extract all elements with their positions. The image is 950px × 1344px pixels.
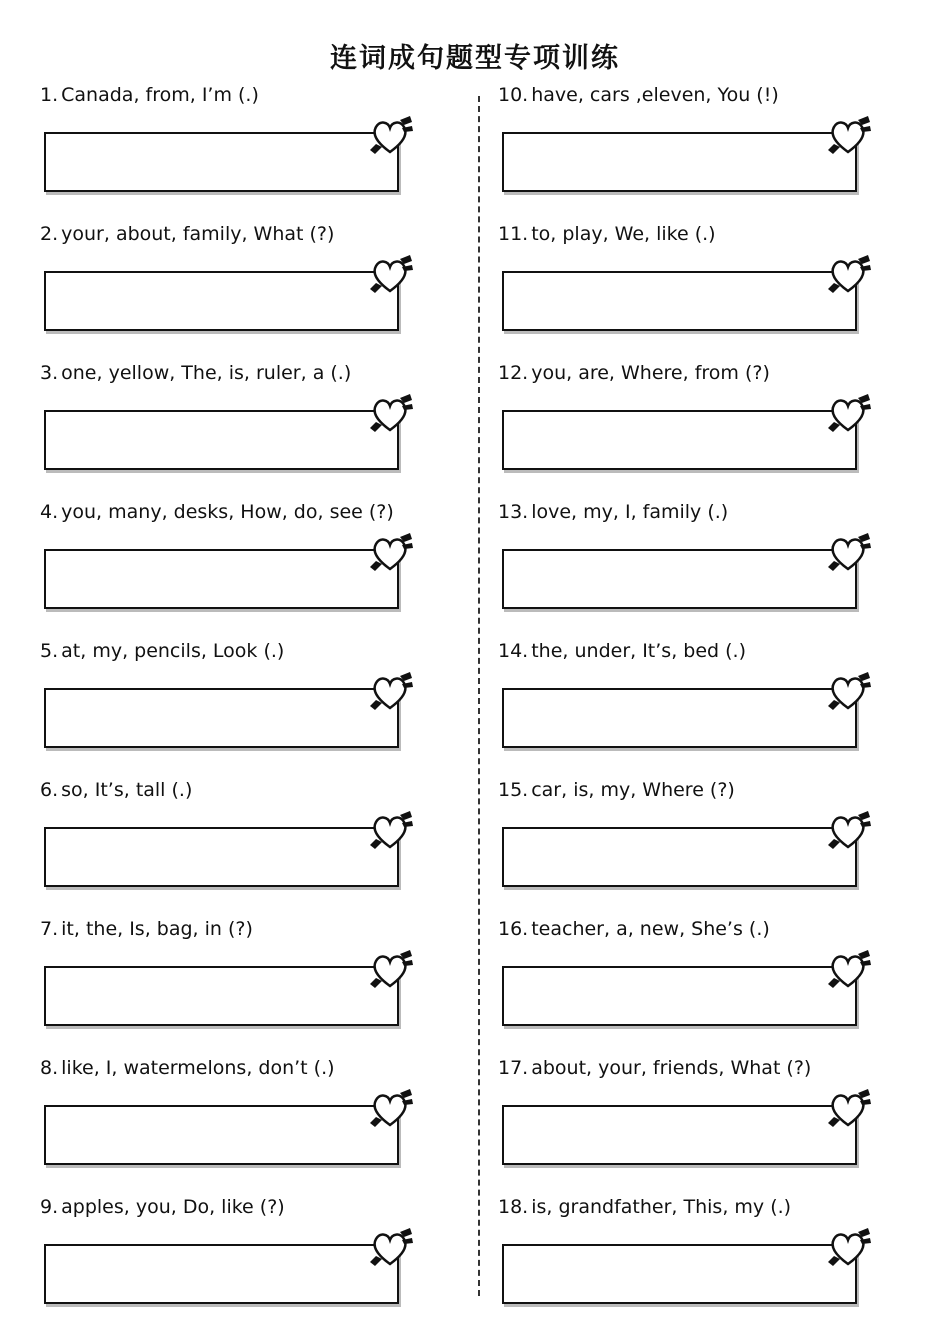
heart-arrow-icon [824, 114, 872, 158]
question-15 [498, 779, 938, 919]
question-number: 3. [40, 362, 59, 384]
answer-input[interactable] [502, 271, 857, 331]
question-prompt [40, 501, 394, 523]
question-words: car, is, my, Where (?) [531, 779, 735, 801]
question-words: apples, you, Do, like (?) [61, 1196, 285, 1218]
question-prompt [40, 918, 253, 940]
answer-input[interactable] [44, 1105, 399, 1165]
question-number: 4. [40, 501, 59, 523]
question-prompt [40, 223, 334, 245]
answer-input[interactable] [44, 410, 399, 470]
question-6 [40, 779, 480, 919]
heart-arrow-icon [824, 392, 872, 436]
question-prompt [40, 1057, 335, 1079]
question-number: 10. [498, 84, 529, 106]
question-words: Canada, from, I’m (.) [61, 84, 259, 106]
question-number: 18. [498, 1196, 529, 1218]
question-words: you, many, desks, How, do, see (?) [61, 501, 394, 523]
question-words: about, your, friends, What (?) [531, 1057, 812, 1079]
question-prompt [498, 640, 746, 662]
question-words: you, are, Where, from (?) [531, 362, 770, 384]
question-words: like, I, watermelons, don’t (.) [61, 1057, 335, 1079]
heart-arrow-icon [824, 948, 872, 992]
answer-input[interactable] [502, 132, 857, 192]
question-words: is, grandfather, This, my (.) [531, 1196, 792, 1218]
heart-arrow-icon [366, 392, 414, 436]
question-1 [40, 84, 480, 224]
question-number: 11. [498, 223, 529, 245]
question-words: to, play, We, like (.) [531, 223, 716, 245]
question-7 [40, 918, 480, 1058]
heart-arrow-icon [824, 253, 872, 297]
heart-arrow-icon [824, 670, 872, 714]
question-number: 12. [498, 362, 529, 384]
heart-arrow-icon [366, 809, 414, 853]
question-10 [498, 84, 938, 224]
question-13 [498, 501, 938, 641]
question-words: so, It’s, tall (.) [61, 779, 193, 801]
question-number: 8. [40, 1057, 59, 1079]
question-number: 7. [40, 918, 59, 940]
question-16 [498, 918, 938, 1058]
heart-arrow-icon [824, 1226, 872, 1270]
question-words: it, the, Is, bag, in (?) [61, 918, 253, 940]
question-prompt [498, 362, 770, 384]
question-prompt [498, 1057, 811, 1079]
heart-arrow-icon [366, 114, 414, 158]
question-number: 14. [498, 640, 529, 662]
question-8 [40, 1057, 480, 1197]
heart-arrow-icon [366, 253, 414, 297]
question-12 [498, 362, 938, 502]
heart-arrow-icon [366, 1226, 414, 1270]
question-number: 2. [40, 223, 59, 245]
answer-input[interactable] [44, 132, 399, 192]
heart-arrow-icon [366, 1087, 414, 1131]
question-17 [498, 1057, 938, 1197]
question-number: 15. [498, 779, 529, 801]
question-number: 9. [40, 1196, 59, 1218]
question-words: at, my, pencils, Look (.) [61, 640, 285, 662]
answer-input[interactable] [502, 549, 857, 609]
question-18 [498, 1196, 938, 1336]
question-prompt [498, 779, 735, 801]
question-number: 1. [40, 84, 59, 106]
page-title: 连词成句题型专项训练 [330, 43, 620, 74]
answer-input[interactable] [502, 1105, 857, 1165]
question-words: love, my, I, family (.) [531, 501, 729, 523]
answer-input[interactable] [502, 1244, 857, 1304]
question-prompt [498, 918, 770, 940]
question-prompt [498, 1196, 791, 1218]
question-14 [498, 640, 938, 780]
question-prompt [40, 1196, 285, 1218]
heart-arrow-icon [366, 948, 414, 992]
question-words: one, yellow, The, is, ruler, a (.) [61, 362, 352, 384]
question-5 [40, 640, 480, 780]
answer-input[interactable] [502, 827, 857, 887]
heart-arrow-icon [824, 809, 872, 853]
heart-arrow-icon [824, 1087, 872, 1131]
question-number: 17. [498, 1057, 529, 1079]
question-number: 5. [40, 640, 59, 662]
question-2 [40, 223, 480, 363]
question-number: 16. [498, 918, 529, 940]
question-prompt [498, 501, 728, 523]
answer-input[interactable] [44, 688, 399, 748]
heart-arrow-icon [824, 531, 872, 575]
question-prompt [498, 84, 779, 106]
heart-arrow-icon [366, 670, 414, 714]
question-words: have, cars ,eleven, You (!) [531, 84, 779, 106]
question-prompt [40, 362, 351, 384]
answer-input[interactable] [44, 966, 399, 1026]
question-11 [498, 223, 938, 363]
question-words: the, under, It’s, bed (.) [531, 640, 746, 662]
question-prompt [40, 84, 259, 106]
answer-input[interactable] [44, 549, 399, 609]
question-number: 13. [498, 501, 529, 523]
question-prompt [498, 223, 716, 245]
question-number: 6. [40, 779, 59, 801]
question-9 [40, 1196, 480, 1336]
question-4 [40, 501, 480, 641]
question-prompt [40, 640, 284, 662]
answer-input[interactable] [44, 1244, 399, 1304]
answer-input[interactable] [44, 827, 399, 887]
answer-input[interactable] [44, 271, 399, 331]
question-3 [40, 362, 480, 502]
heart-arrow-icon [366, 531, 414, 575]
question-words: your, about, family, What (?) [61, 223, 335, 245]
question-words: teacher, a, new, She’s (.) [531, 918, 770, 940]
question-prompt [40, 779, 192, 801]
answer-input[interactable] [502, 410, 857, 470]
answer-input[interactable] [502, 688, 857, 748]
answer-input[interactable] [502, 966, 857, 1026]
